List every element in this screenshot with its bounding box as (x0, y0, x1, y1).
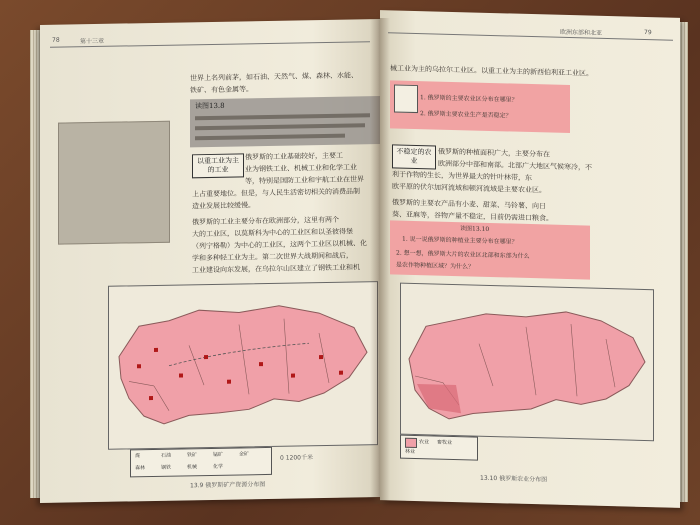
mineral-symbol (179, 373, 183, 377)
body-line: 业为钢铁工业、机械工业和化学工业 (245, 163, 357, 174)
right-page-number: 79 (644, 28, 652, 37)
body-line: 葵、亚麻等，谷物产量不稳定，目前仍需进口粮食。 (392, 210, 553, 223)
left-map-caption: 13.9 俄罗斯矿产资源分布图 (190, 481, 266, 490)
legend-item: 钢铁 (161, 464, 172, 471)
activity-title: 读图13.10 (460, 225, 490, 233)
mineral-symbol (339, 371, 343, 375)
left-map-scale: 0 1200千米 (280, 454, 313, 462)
right-opening-line: 械工业为主的乌拉尔工业区。以重工业为主的新西伯利亚工业区。 (390, 64, 593, 78)
body-line: 上占重要地位。但是，与人民生活密切相关的消费品制 (192, 187, 360, 199)
right-map-caption: 13.10 俄罗斯农业分布图 (480, 474, 548, 484)
body-line: 欧平原的伏尔加河流域和顿河流域是主要农业区。 (392, 182, 546, 195)
legend-item: 锰矿 (213, 451, 224, 458)
right-map-legend (400, 435, 478, 461)
mineral-symbol (291, 374, 295, 378)
thinking-figure-icon (394, 84, 418, 113)
legend-item: 石油 (161, 452, 172, 459)
legend-item: 金矿 (239, 451, 250, 458)
faded-photo (58, 121, 170, 245)
side-box-unstable-agriculture: 不稳定的农业 (392, 144, 436, 169)
body-line: 俄罗斯的种植面积广大，主要分布在 (438, 147, 550, 159)
gray-block-label: 读图13.8 (195, 101, 225, 111)
legend-item: 铁矿 (187, 452, 198, 459)
body-line: 俄罗斯的工业主要分布在欧洲部分，这里有两个 (192, 215, 339, 227)
open-textbook (18, 8, 690, 520)
left-map-legend (130, 447, 272, 477)
body-line: 大的工业区，以莫斯科为中心的工业区和以圣彼得堡 (192, 227, 353, 239)
legend-item: 机械 (187, 464, 198, 471)
body-line: 俄罗斯的主要农产品有小麦、甜菜、马铃薯、向日 (392, 198, 546, 211)
side-box-heavy-industry: 以重工业为主的工业 (192, 153, 244, 178)
right-header-title: 欧洲东部和北亚 (560, 28, 603, 37)
body-line: 等，特别是国防工业和宇航工业在世界 (245, 175, 364, 186)
russia-territory-shape (119, 304, 367, 424)
mineral-symbol (319, 355, 323, 359)
right-header-rule (388, 32, 673, 40)
russia-minerals-map-svg (109, 282, 377, 449)
legend-item: 畜牧业 (437, 439, 453, 446)
body-line: 学和多种轻工业为主。第二次世界大战期间和战后， (192, 251, 353, 263)
pink-question-1: 1. 俄罗斯的主要农业区分布在哪里？ (420, 94, 518, 104)
legend-item: 森林 (135, 465, 146, 472)
activity-question-1: 1. 说一说俄罗斯的种植业主要分布在哪里？ (402, 235, 518, 246)
left-page-number: 78 (52, 36, 60, 44)
book-gutter (370, 18, 390, 504)
legend-swatch (405, 438, 417, 448)
mineral-symbol (204, 355, 208, 359)
legend-item: 农业 (419, 439, 430, 446)
mineral-symbol (227, 380, 231, 384)
body-line: （列宁格勒）为中心的工业区，这两个工业区以机械、化 (192, 239, 367, 251)
russia-minerals-map (108, 281, 378, 450)
left-opening-line-2: 铁矿、有色金属等。 (190, 85, 253, 95)
left-opening-line: 世界上名列前茅，如石油、天然气、煤、森林、水能、 (190, 71, 358, 83)
legend-item: 煤 (135, 453, 141, 460)
left-chapter-title: 第十三章 (80, 37, 105, 46)
mineral-symbol (137, 364, 141, 368)
legend-item: 林业 (405, 448, 416, 455)
mineral-symbol (259, 362, 263, 366)
body-line: 造业发展比较缓慢。 (192, 201, 255, 211)
russia-agriculture-map-svg (401, 284, 653, 441)
pink-question-2: 2. 俄罗斯主要农业生产是否稳定？ (420, 110, 512, 120)
russia-agriculture-map (400, 283, 654, 442)
activity-question-3: 是农作物种植区域？为什么？ (396, 261, 475, 271)
left-page (40, 19, 380, 503)
activity-question-2: 2. 想一想，俄罗斯大片的农业区北部和东部为什么 (396, 249, 530, 260)
mineral-symbol (154, 348, 158, 352)
legend-item: 化学 (213, 463, 224, 470)
body-line: 工业建设向东发展，在乌拉尔山区建立了钢铁工业和机 (192, 263, 360, 275)
body-line: 欧洲部分中部和南部。北部广大地区气候寒冷，不 (438, 159, 592, 172)
mineral-symbol (149, 396, 153, 400)
body-line: 利于作物的生长，为世界最大的针叶林带，东 (392, 170, 532, 183)
right-page (380, 10, 680, 508)
body-line: 俄罗斯的工业基础较好，主要工 (245, 151, 343, 162)
